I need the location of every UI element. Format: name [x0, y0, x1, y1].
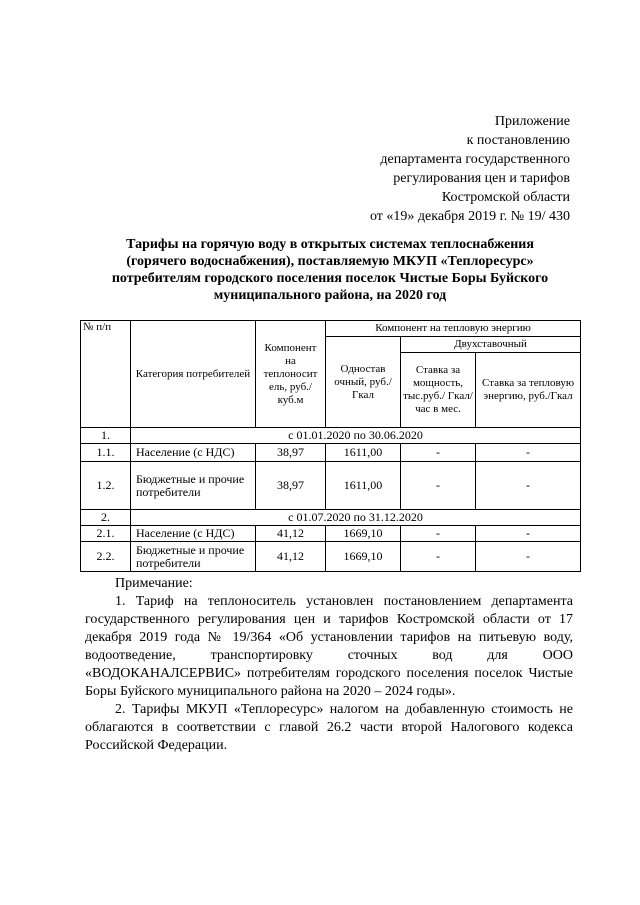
header-single-rate: Одностав очный, руб./Гкал	[326, 337, 401, 428]
row-num: 2.2.	[81, 542, 131, 572]
row-energy: -	[476, 462, 581, 510]
title-line: (горячего водоснабжения), поставляемую МКУП «Теплоресурс»	[126, 254, 534, 269]
row-category: Население (с НДС)	[131, 526, 256, 542]
period-num: 1.	[81, 428, 131, 444]
document-title	[60, 236, 600, 304]
title-line: Тарифы на горячую воду в открытых системах теплоснабжения	[126, 237, 534, 252]
header-component-carrier: Компонент на теплоносит ель, руб./куб.м	[256, 321, 326, 428]
appendix-line: Костромской области	[441, 190, 570, 205]
header-num: № п/п	[81, 321, 131, 428]
row-capacity: -	[401, 444, 476, 462]
table-row	[81, 444, 581, 462]
appendix-line: Приложение	[494, 114, 570, 129]
note-paragraph-1: 1. Тариф на теплоноситель установлен постановлением департамента государственного регулирования цен и тарифов Костромской области от 17 декабря 2019 года № 19/364 «Об установлении тарифов на питьевую воду, водоотведение, транспортировку сточных вод для ООО «ВОДОКАНАЛСЕРВИС» потребителям городского поселения поселок Чистые Боры Буйского муниципального района на 2020 – 2024 годы».	[85, 594, 573, 699]
row-carrier: 38,97	[256, 444, 326, 462]
row-single: 1611,00	[326, 444, 401, 462]
header-row	[81, 321, 581, 337]
row-carrier: 41,12	[256, 526, 326, 542]
row-num: 1.2.	[81, 462, 131, 510]
row-num: 1.1.	[81, 444, 131, 462]
row-carrier: 38,97	[256, 462, 326, 510]
row-energy: -	[476, 444, 581, 462]
header-capacity-rate: Ставка за мощность, тыс.руб./ Гкал/час в мес.	[401, 353, 476, 428]
row-num: 2.1.	[81, 526, 131, 542]
period-num: 2.	[81, 510, 131, 526]
table-row	[81, 542, 581, 572]
row-single: 1611,00	[326, 462, 401, 510]
period-row	[81, 428, 581, 444]
row-carrier: 41,12	[256, 542, 326, 572]
appendix-line: регулирования цен и тарифов	[393, 171, 570, 186]
note-caption: Примечание:	[115, 576, 193, 591]
row-category: Бюджетные и прочие потребители	[131, 542, 256, 572]
appendix-line: департамента государственного	[380, 152, 570, 167]
note-paragraph-2: 2. Тарифы МКУП «Теплоресурс» налогом на добавленную стоимость не облагаются в соответствии с главой 26.2 части второй Налогового кодекса Российской Федерации.	[85, 702, 573, 753]
row-energy: -	[476, 526, 581, 542]
header-two-rate: Двухставочный	[401, 337, 581, 353]
header-energy-rate: Ставка за тепловую энергию, руб./Гкал	[476, 353, 581, 428]
row-single: 1669,10	[326, 526, 401, 542]
row-category: Население (с НДС)	[131, 444, 256, 462]
title-line: муниципального района, на 2020 год	[213, 288, 447, 303]
row-capacity: -	[401, 526, 476, 542]
row-single: 1669,10	[326, 542, 401, 572]
appendix-block	[370, 112, 570, 226]
row-capacity: -	[401, 462, 476, 510]
row-category: Бюджетные и прочие потребители	[131, 462, 256, 510]
header-category: Категория потребителей	[131, 321, 256, 428]
period-label: с 01.01.2020 по 30.06.2020	[131, 428, 581, 444]
table-row	[81, 526, 581, 542]
header-component-energy: Компонент на тепловую энергию	[326, 321, 581, 337]
period-row	[81, 510, 581, 526]
appendix-line: от «19» декабря 2019 г. № 19/ 430	[369, 209, 570, 224]
row-energy: -	[476, 542, 581, 572]
table-row	[81, 462, 581, 510]
period-label: с 01.07.2020 по 31.12.2020	[131, 510, 581, 526]
note-block	[85, 575, 573, 755]
row-capacity: -	[401, 542, 476, 572]
tariff-table	[80, 320, 581, 572]
appendix-line: к постановлению	[466, 133, 570, 148]
title-line: потребителям городского поселения поселок Чистые Боры Буйского	[111, 271, 549, 286]
